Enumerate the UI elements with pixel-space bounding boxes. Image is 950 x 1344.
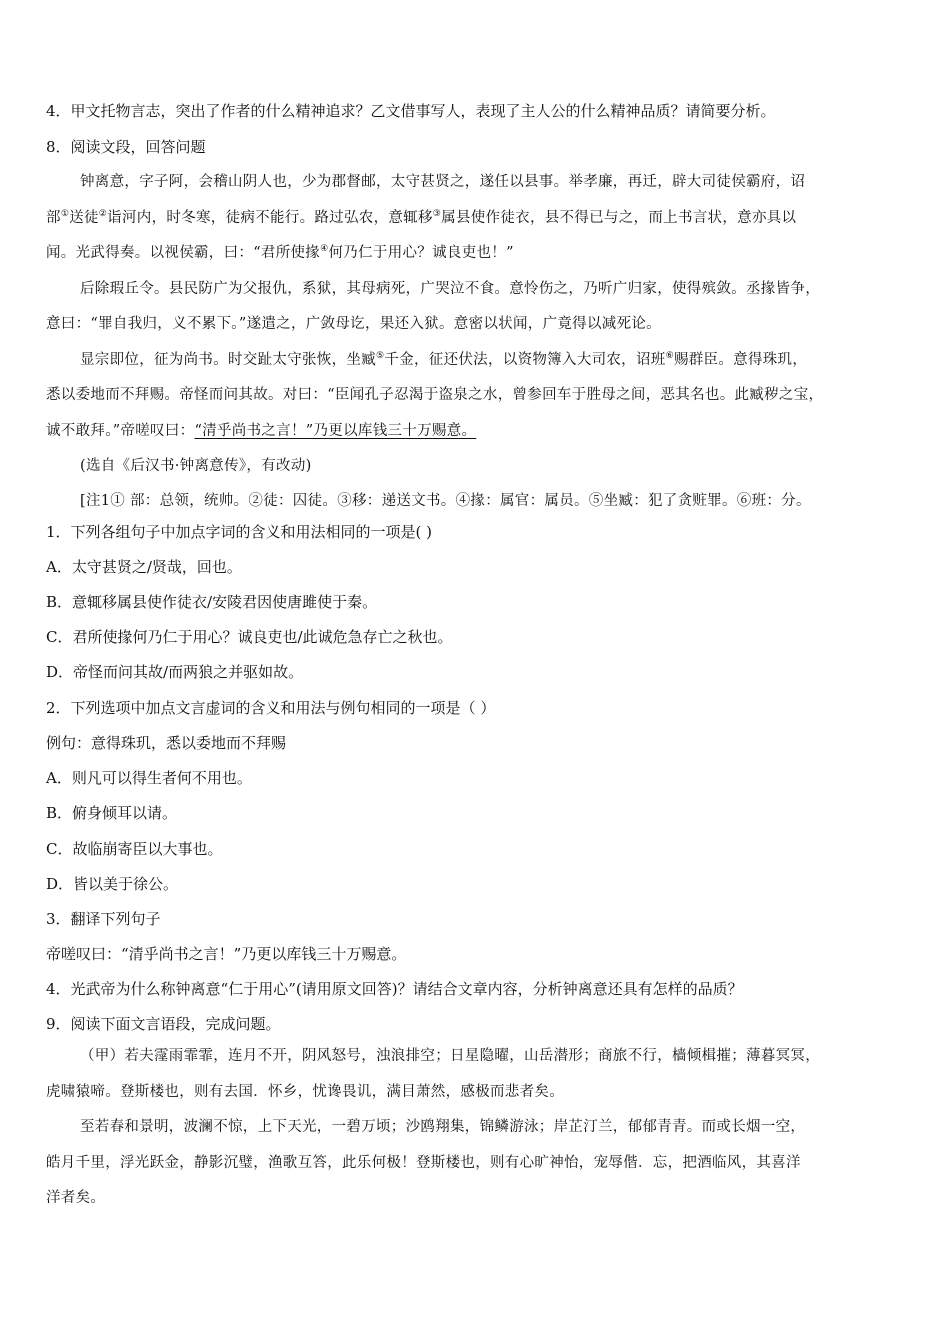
section-8-heading: 8．阅读文段，回答问题 <box>46 138 206 156</box>
passage-9-p2-line3: 洋者矣。 <box>46 1190 106 1206</box>
footnote-marker-4: ④ <box>320 244 329 255</box>
passage-8-p2-line1: 后除瑕丘令。县民防广为父报仇，系狱，其母病死，广哭泣不食。意怜伤之，乃听广归家，使得殡敛。丞掾皆争， <box>80 281 820 297</box>
text: 闻。光武得奏。以视侯霸，曰：“君所使掾 <box>46 245 321 261</box>
text: 部 <box>46 210 61 226</box>
footnote-marker-2: ② <box>98 209 108 220</box>
passage-8-p3-line3 <box>46 421 914 441</box>
text: 千金，征还伏法，以资物簿入大司农，诏班 <box>384 352 666 368</box>
question-4-previous: 4．甲文托物言志，突出了作者的什么精神追求？乙文借事写人，表现了主人公的什么精神品质？请简要分析。 <box>46 102 776 120</box>
footnote-marker-1: ① <box>60 209 70 220</box>
passage-9-p1-line2: 虎啸猿啼。登斯楼也，则有去国．怀乡，忧谗畏讥，满目萧然，感极而悲者矣。 <box>46 1084 564 1100</box>
question-1-option-d: D．帝怪而问其故/而两狼之并驱如故。 <box>46 663 304 681</box>
question-2-option-d: D．皆以美于徐公。 <box>46 875 179 893</box>
passage-9-p2-line2: 皓月千里，浮光跃金，静影沉璧，渔歌互答，此乐何极！登斯楼也，则有心旷神怡，宠辱偕．忘，把酒临风，其喜洋 <box>46 1155 801 1171</box>
question-1-option-b: B．意辄移属县使作徒衣/安陵君因使唐雎使于秦。 <box>46 593 378 611</box>
passage-8-notes: [注1① 部：总领，统帅。②徒：囚徒。③移：递送文书。④掾：属官：属员。⑤坐臧：犯了贪赃罪。⑥班：分。 <box>80 493 811 509</box>
question-3-stem: 3．翻译下列句子 <box>46 910 161 928</box>
text: 何乃仁于用心？诚良吏也！” <box>328 245 514 261</box>
underlined-sentence: “清乎尚书之言！”乃更以库钱三十万赐意。 <box>194 423 477 439</box>
passage-8-source: (选自《后汉书·钟离意传》，有改动) <box>80 458 312 474</box>
text: 诚不敢拜。”帝嗟叹曰： <box>46 423 195 439</box>
text: 送徒 <box>69 210 99 226</box>
question-1-option-c: C．君所使掾何乃仁于用心？诚良吏也/此诚危急存亡之秋也。 <box>46 628 453 646</box>
footnote-marker-3: ③ <box>432 209 442 220</box>
question-2-option-c: C．故临崩寄臣以大事也。 <box>46 840 223 858</box>
section-9-heading: 9．阅读下面文言语段，完成问题。 <box>46 1015 281 1033</box>
footnote-marker-6: ⑥ <box>665 351 674 362</box>
question-2-option-a: A．则凡可以得生者何不用也。 <box>46 769 252 787</box>
question-2-stem: 2．下列选项中加点文言虚词的含义和用法与例句相同的一项是（ ） <box>46 699 496 717</box>
passage-9-p2-line1: 至若春和景明，波澜不惊，上下天光，一碧万顷；沙鸥翔集，锦鳞游泳；岸芷汀兰，郁郁青青。而或长烟一空， <box>80 1119 806 1135</box>
passage-8-p1-line2 <box>46 208 914 228</box>
passage-8-p2-line2: 意曰：“罪自我归，义不累下。”遂遣之，广敛母讫，果还入狱。意密以状闻，广竟得以减死论。 <box>46 316 661 332</box>
text: 显宗即位，征为尚书。时交趾太守张恢，坐臧 <box>80 352 376 368</box>
question-2-example: 例句：意得珠玑，悉以委地而不拜赐 <box>46 734 287 752</box>
passage-8-p1-line1: 钟离意，字子阿，会稽山阴人也，少为郡督邮，太守甚贤之，遂任以县事。举孝廉，再迁，辟大司徒侯霸府，诏 <box>80 174 806 190</box>
passage-8-p3-line2: 悉以委地而不拜赐。帝怪而问其故。对曰：“臣闻孔子忍渴于盗泉之水，曾参回车于胜母之间，恶其名也。此臧秽之宝， <box>46 387 824 403</box>
passage-8-p3-line1 <box>46 350 948 370</box>
question-3-sentence: 帝嗟叹曰：“清乎尚书之言！”乃更以库钱三十万赐意。 <box>46 945 407 963</box>
text: 属县使作徒衣，县不得已与之，而上书言状，意亦具以 <box>441 210 797 226</box>
passage-8-p1-line3 <box>46 243 914 263</box>
question-1-stem: 1．下列各组句子中加点字词的含义和用法相同的一项是( ) <box>46 523 433 541</box>
footnote-marker-5: ⑤ <box>376 351 385 362</box>
question-1-option-a: A．太守甚贤之/贤哉，回也。 <box>46 558 242 576</box>
question-2-option-b: B．俯身倾耳以请。 <box>46 804 178 822</box>
text: 赐群臣。意得珠玑， <box>673 352 808 368</box>
text: 诣河内，时冬寒，徒病不能行。路过弘农，意辄移 <box>107 210 433 226</box>
question-4: 4．光武帝为什么称钟离意“仁于用心”(请用原文回答)？请结合文章内容，分析钟离意还具有怎样的品质？ <box>46 980 743 998</box>
passage-9-p1-line1: （甲）若夫霪雨霏霏，连月不开，阴风怒号，浊浪排空；日星隐曜，山岳潜形；商旅不行，樯倾楫摧；薄暮冥冥， <box>80 1048 820 1064</box>
